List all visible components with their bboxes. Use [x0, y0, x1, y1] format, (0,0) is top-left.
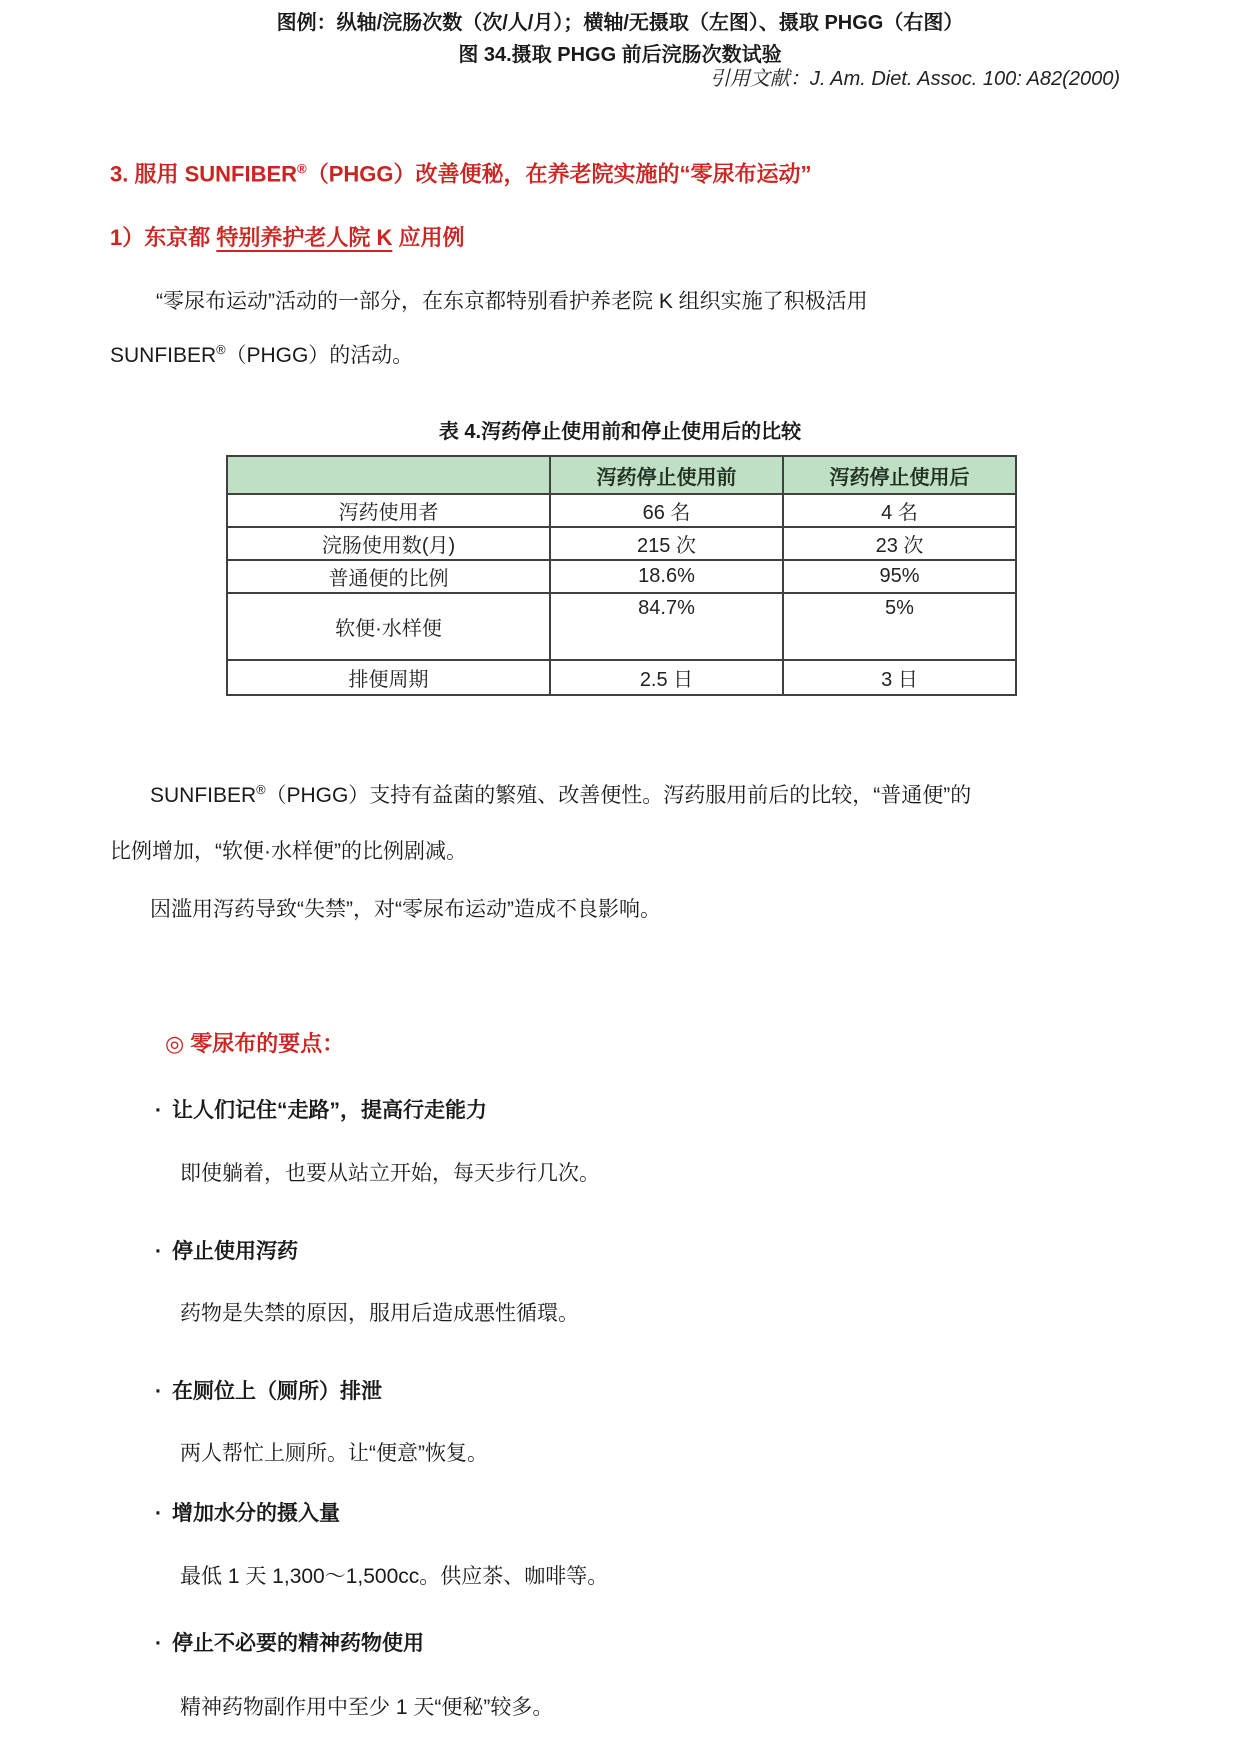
row-label: 普通便的比例 [227, 560, 550, 593]
paragraph3: 因滥用泻药导致“失禁”，对“零尿布运动”造成不良影响。 [150, 898, 661, 921]
sub-heading-underlined: 特别养护老人院 K [216, 225, 393, 250]
table-row [227, 560, 1016, 593]
section-heading-post: （PHGG）改善便秘，在养老院实施的“零尿布运动” [306, 161, 812, 187]
bullet-body: 两人帮忙上厕所。让“便意”恢复。 [180, 1442, 488, 1465]
table-row [227, 527, 1016, 560]
paragraph1-line1: “零尿布运动”活动的一部分，在东京都特别看护养老院 K 组织实施了积极活用 [156, 290, 868, 313]
bullet-heading [155, 1630, 424, 1657]
bullet-body: 药物是失禁的原因，服用后造成悪性循環。 [180, 1302, 579, 1325]
registered-mark: ® [256, 783, 266, 797]
table-title: 表 4.泻药停止使用前和停止使用后的比较 [438, 421, 802, 443]
table-row [227, 494, 1016, 527]
registered-mark: ® [216, 343, 226, 357]
row-after-value: 95% [783, 560, 1016, 593]
paragraph2-line1-pre: SUNFIBER [150, 784, 257, 807]
bullet-body: 精神药物副作用中至少 1 天“便秘”较多。 [180, 1696, 554, 1719]
row-after-value: 3 日 [783, 660, 1016, 695]
comparison-table [226, 455, 1017, 696]
row-after-value: 23 次 [783, 527, 1016, 560]
bullet-marker: · [155, 1240, 162, 1263]
bullet-marker: · [155, 1502, 162, 1525]
bullet-heading [155, 1238, 298, 1265]
sub-heading-pre: 1）东京都 [110, 225, 217, 250]
bullet-marker: · [155, 1632, 162, 1655]
row-label: 排便周期 [227, 660, 550, 695]
figure-caption: 图 34.摄取 PHGG 前后浣肠次数试验 [458, 44, 782, 66]
row-before-value: 2.5 日 [550, 660, 783, 695]
row-label: 浣肠使用数(月) [227, 527, 550, 560]
table-header-row [227, 456, 1016, 494]
sub-heading-post: 应用例 [392, 225, 465, 250]
header-empty-cell [227, 456, 550, 494]
bullet-heading-text: 让人们记住“走路”，提高行走能力 [172, 1099, 487, 1122]
paragraph2-line2: 比例增加，“软便·水样便”的比例剧减。 [110, 840, 467, 863]
bullet-heading-text: 在厕位上（厕所）排泄 [172, 1380, 382, 1403]
bullet-heading-text: 停止使用泻药 [172, 1240, 298, 1263]
paragraph1-line2-post: （PHGG）的活动。 [225, 344, 414, 367]
citation: 引用文献：J. Am. Diet. Assoc. 100: A82(2000) [709, 68, 1120, 90]
registered-mark: ® [297, 161, 307, 176]
bullet-heading-text: 停止不必要的精神药物使用 [172, 1632, 424, 1655]
table-row [227, 660, 1016, 695]
figure-legend: 图例：纵轴/浣肠次数（次/人/月）；横轴/无摄取（左图）、摄取 PHGG（右图） [276, 12, 964, 34]
row-before-value: 18.6% [550, 560, 783, 593]
bullet-heading-text: 增加水分的摄入量 [172, 1502, 340, 1525]
row-before-value: 84.7% [550, 593, 783, 660]
row-before-value: 66 名 [550, 494, 783, 527]
bullet-marker: · [155, 1099, 162, 1122]
row-after-value: 4 名 [783, 494, 1016, 527]
comparison-table-container [226, 455, 1017, 696]
bullet-heading [155, 1500, 340, 1527]
keypoints-heading: ◎ 零尿布的要点： [165, 1031, 345, 1056]
bullet-heading [155, 1378, 382, 1405]
paragraph2-line1-post: （PHGG）支持有益菌的繁殖、改善便性。泻药服用前后的比较，“普通便”的 [265, 784, 972, 807]
row-label: 软便·水样便 [227, 593, 550, 660]
sub-heading [110, 224, 465, 253]
paragraph2-line1 [150, 782, 971, 809]
section-heading [110, 160, 812, 189]
bullet-heading [155, 1097, 487, 1124]
header-after-cell: 泻药停止使用后 [783, 456, 1016, 494]
table-row [227, 593, 1016, 660]
row-before-value: 215 次 [550, 527, 783, 560]
row-label: 泻药使用者 [227, 494, 550, 527]
bullet-marker: · [155, 1380, 162, 1403]
section-heading-pre: 3. 服用 SUNFIBER [110, 161, 298, 187]
header-before-cell: 泻药停止使用前 [550, 456, 783, 494]
bullet-body: 最低 1 天 1,300～1,500cc。供应茶、咖啡等。 [180, 1565, 609, 1588]
row-after-value: 5% [783, 593, 1016, 660]
paragraph1-line2 [110, 342, 413, 369]
bullet-body: 即使躺着，也要从站立开始，每天步行几次。 [180, 1162, 600, 1185]
paragraph1-line2-pre: SUNFIBER [110, 344, 217, 367]
